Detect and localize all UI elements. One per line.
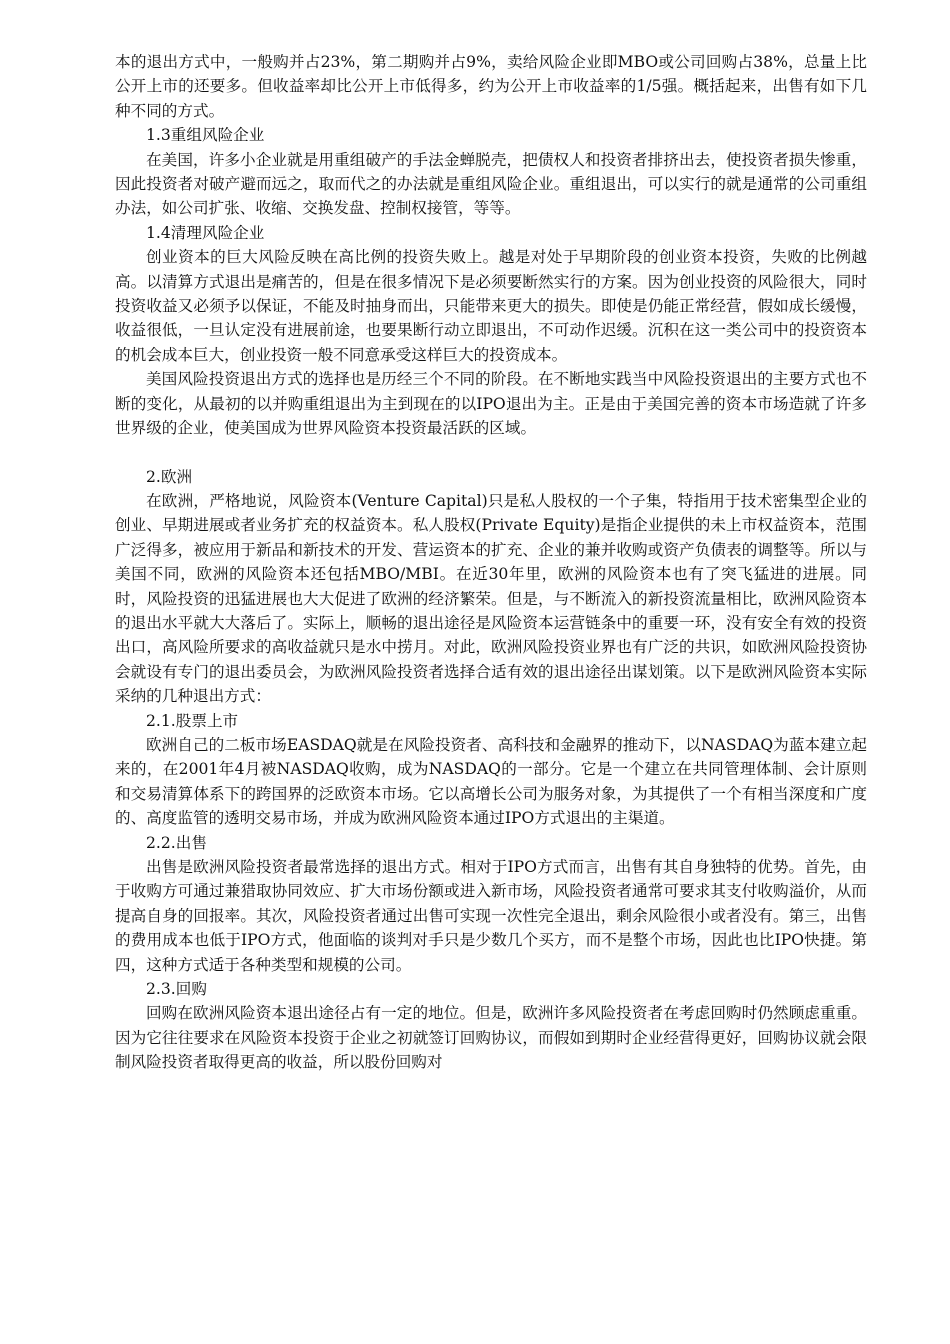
section-heading-1-3: 1.3重组风险企业: [146, 126, 265, 145]
section-heading-2-1: 2.1.股票上市: [146, 711, 239, 730]
paragraph-continued: 本的退出方式中，一般购并占23%，第二期购并占9%，卖给风险企业即MBO或公司回购占38%，总量上比公开上市的还要多。但收益率却比公开上市低得多，约为公开上市收益率的1/5强。概括起来，出售有如下几种不同的方式。: [115, 53, 867, 120]
section-heading-2-2: 2.2.出售: [146, 833, 207, 852]
section-heading-2: 2.欧洲: [146, 467, 193, 486]
document-page: [115, 50, 867, 1075]
paragraph-trade-sale: 出售是欧洲风险投资者最常选择的退出方式。相对于IPO方式而言，出售有其自身独特的优势。首先，由于收购方可通过兼猎取协同效应、扩大市场份额或进入新市场，风险投资者通常可要求其支付收购溢价，从而提高自身的回报率。其次，风险投资者通过出售可实现一次性完全退出，剩余风险很小或者没有。第三，出售的费用成本也低于IPO方式，他面临的谈判对手只是少数几个买方，而不是整个市场，因此也比IPO快捷。第四，这种方式适于各种类型和规模的公司。: [115, 858, 867, 974]
section-heading-1-4: 1.4清理风险企业: [146, 223, 265, 242]
paragraph-restructure: 在美国，许多小企业就是用重组破产的手法金蝉脱壳，把债权人和投资者排挤出去，使投资者损失惨重，因此投资者对破产避而远之，取而代之的办法就是重组风险企业。重组退出，可以实行的就是通常的公司重组办法，如公司扩张、收缩、交换发盘、控制权接管，等等。: [115, 150, 867, 218]
blank-line: [115, 441, 867, 465]
paragraph-liquidation: 创业资本的巨大风险反映在高比例的投资失败上。越是对处于早期阶段的创业资本投资，失败的比例越高。以清算方式退出是痛苦的，但是在很多情况下是必须要断然实行的方案。因为创业投资的风险很大，同时投资收益又必须予以保证，不能及时抽身而出，只能带来更大的损失。即使是仍能正常经营，假如成长缓慢，收益很低，一旦认定没有进展前途，也要果断行动立即退出，不可动作迟缓。沉积在这一类公司中的投资资本的机会成本巨大，创业投资一般不同意承受这样巨大的投资成本。: [115, 248, 867, 364]
paragraph-buyback: 回购在欧洲风险资本退出途径占有一定的地位。但是，欧洲许多风险投资者在考虑回购时仍然顾虑重重。因为它往往要求在风险资本投资于企业之初就签订回购协议，而假如到期时企业经营得更好，回购协议就会限制风险投资者取得更高的收益，所以股份回购对: [115, 1004, 867, 1072]
section-heading-2-3: 2.3.回购: [146, 980, 207, 999]
paragraph-us-summary: 美国风险投资退出方式的选择也是历经三个不同的阶段。在不断地实践当中风险投资退出的主要方式也不断的变化，从最初的以并购重组退出为主到现在的以IPO退出为主。正是由于美国完善的资本市场造就了许多世界级的企业，使美国成为世界风险资本投资最活跃的区域。: [115, 370, 867, 438]
paragraph-ipo: 欧洲自己的二板市场EASDAQ就是在风险投资者、高科技和金融界的推动下，以NASDAQ为蓝本建立起来的，在2001年4月被NASDAQ收购，成为NASDAQ的一部分。它是一个建立在共同管理体制、会计原则和交易清算体系下的跨国界的泛欧资本市场。它以高增长公司为服务对象，为其提供了一个有相当深度和广度的、高度监管的透明交易市场，并成为欧洲风险资本通过IPO方式退出的主渠道。: [115, 735, 867, 828]
paragraph-europe-intro: 在欧洲，严格地说，风险资本(Venture Capital)只是私人股权的一个子集，特指用于技术密集型企业的创业、早期进展或者业务扩充的权益资本。私人股权(Private Equity)是指企业提供的未上市权益资本，范围广泛得多，被应用于新品和新技术的开发、营运资本的扩充、企业的兼并收购或资产负债表的调整等。所以与美国不同，欧洲的风险资本还包括MBO/MBI。在近30年里，欧洲的风险资本也有了突飞猛进的进展。同时，风险投资的迅猛进展也大大促进了欧洲的经济繁荣。但是，与不断流入的新投资流量相比，欧洲风险资本的退出水平就大大落后了。实际上，顺畅的退出途径是风险资本运营链条中的重要一环，没有安全有效的投资出口，高风险所要求的高收益就只是水中捞月。对此，欧洲风险投资业界也有广泛的共识，如欧洲风险投资协会就设有专门的退出委员会，为欧洲风险投资者选择合适有效的退出途径出谋划策。以下是欧洲风险资本实际采纳的几种退出方式：: [115, 491, 867, 706]
